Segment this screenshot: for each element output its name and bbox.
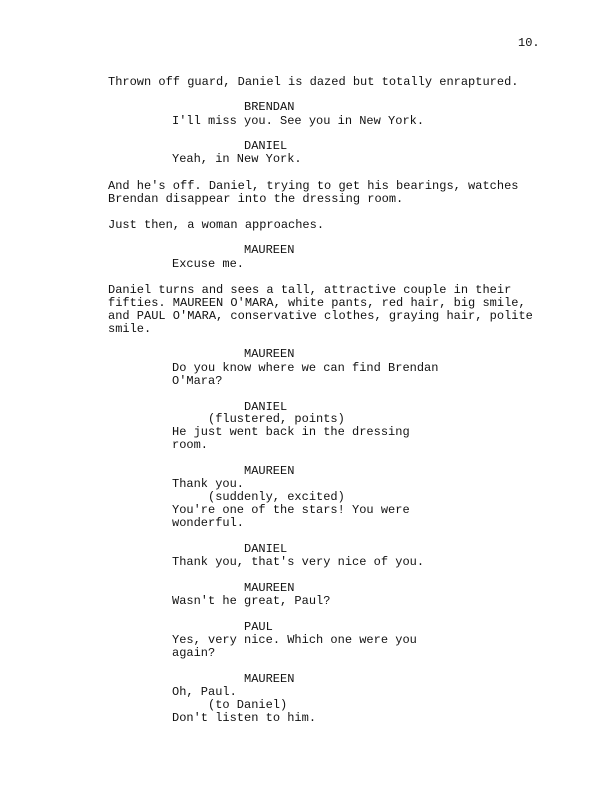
parenthetical: (to Daniel) <box>208 698 288 712</box>
dialogue-line: again? <box>172 646 216 660</box>
character-cue: MAUREEN <box>244 581 295 595</box>
character-cue: MAUREEN <box>244 672 295 686</box>
page-number: 10. <box>518 36 540 50</box>
dialogue-line: room. <box>172 438 209 452</box>
dialogue-line: Yeah, in New York. <box>172 152 302 166</box>
dialogue-line: Thank you. <box>172 477 245 491</box>
parenthetical: (flustered, points) <box>208 412 345 426</box>
action-line: and PAUL O'MARA, conservative clothes, graying hair, polite <box>108 309 533 323</box>
character-cue: MAUREEN <box>244 243 295 257</box>
dialogue-line: wonderful. <box>172 516 245 530</box>
dialogue-line: Wasn't he great, Paul? <box>172 594 331 608</box>
action-line: smile. <box>108 322 152 336</box>
dialogue-line: I'll miss you. See you in New York. <box>172 114 425 128</box>
action-line: fifties. MAUREEN O'MARA, white pants, red hair, big smile, <box>108 296 526 310</box>
character-cue: MAUREEN <box>244 464 295 478</box>
dialogue-line: Oh, Paul. <box>172 685 237 699</box>
dialogue-line: He just went back in the dressing <box>172 425 410 439</box>
dialogue-line: O'Mara? <box>172 374 223 388</box>
dialogue-line: Thank you, that's very nice of you. <box>172 555 425 569</box>
action-line: Daniel turns and sees a tall, attractive couple in their <box>108 283 512 297</box>
dialogue-line: Excuse me. <box>172 257 245 271</box>
dialogue-line: Yes, very nice. Which one were you <box>172 633 417 647</box>
dialogue-line: Do you know where we can find Brendan <box>172 361 439 375</box>
dialogue-line: Don't listen to him. <box>172 711 317 725</box>
character-cue: PAUL <box>244 620 273 634</box>
character-cue: DANIEL <box>244 542 288 556</box>
parenthetical: (suddenly, excited) <box>208 490 345 504</box>
character-cue: BRENDAN <box>244 100 295 114</box>
action-line: Just then, a woman approaches. <box>108 218 325 232</box>
action-line: Brendan disappear into the dressing room. <box>108 192 404 206</box>
character-cue: MAUREEN <box>244 347 295 361</box>
character-cue: DANIEL <box>244 139 288 153</box>
action-line: And he's off. Daniel, trying to get his bearings, watches <box>108 179 519 193</box>
character-cue: DANIEL <box>244 400 288 414</box>
action-line: Thrown off guard, Daniel is dazed but totally enraptured. <box>108 75 519 89</box>
dialogue-line: You're one of the stars! You were <box>172 503 410 517</box>
